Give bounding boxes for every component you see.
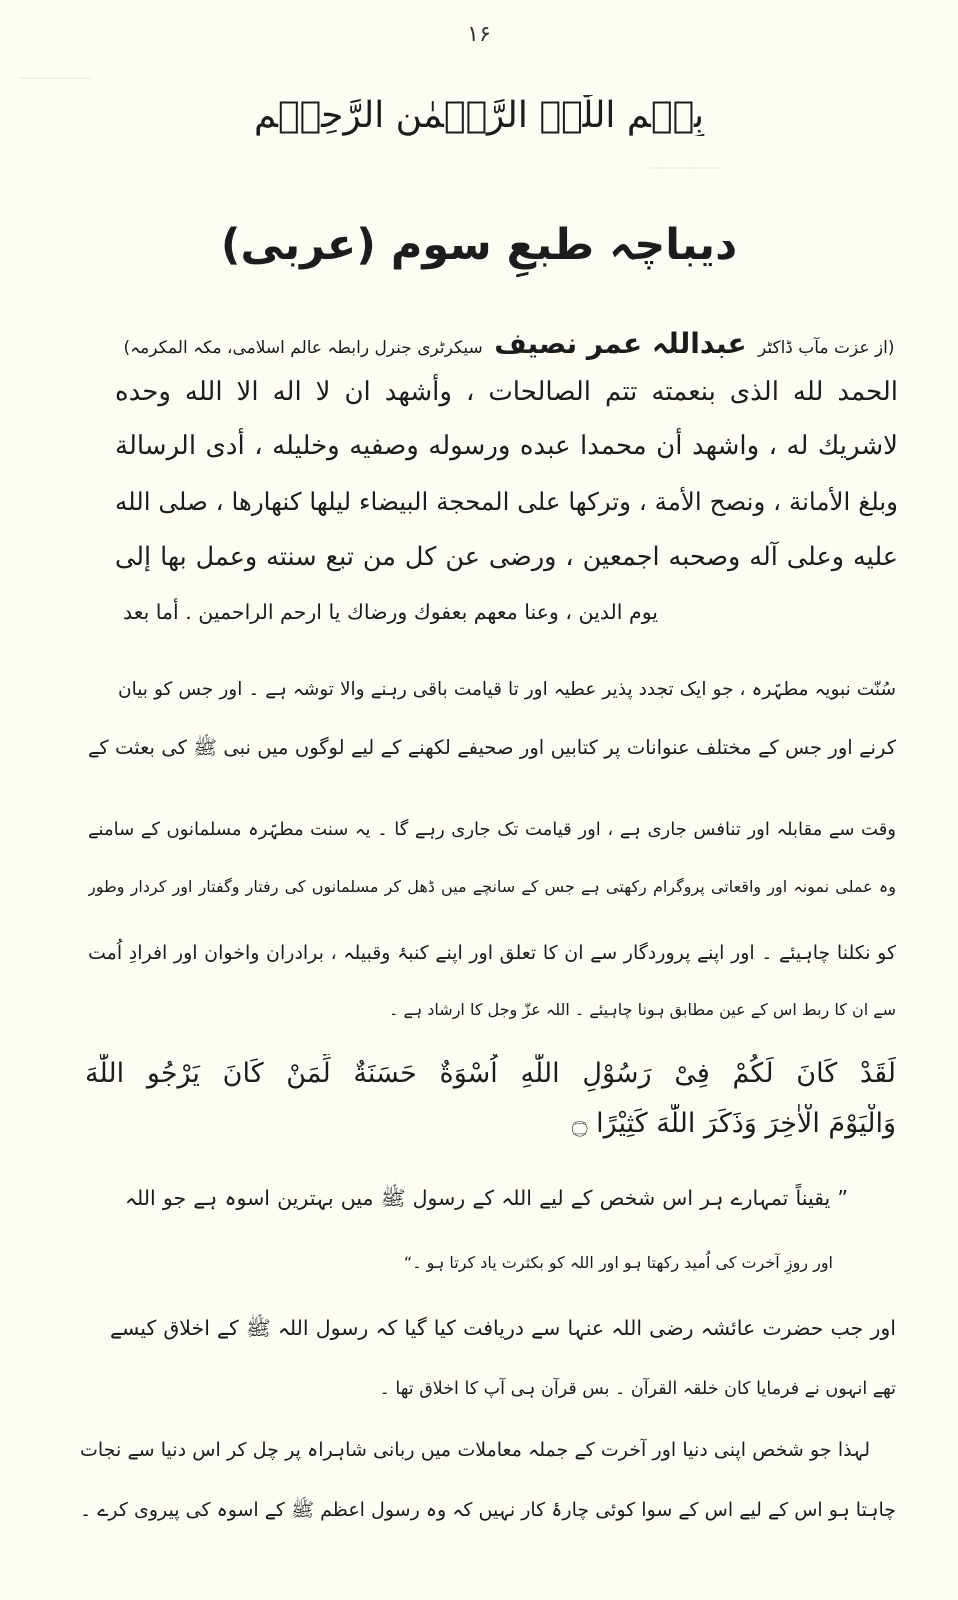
urdu-line: سے ان کا ربط اس کے عین مطابق ہونا چاہیئے ۔ اللہ عزّ وجل کا ارشاد ہے ۔ — [389, 1000, 896, 1019]
arabic-line: وبلغ الأمانة ، ونصح الأمة ، وتركها على المحجة البيضاء ليلها كنهارها ، صلى الله — [115, 487, 898, 516]
arabic-line: الحمد لله الذى بنعمته تتم الصالحات ، وأشهد ان لا اله الا الله وحده — [115, 377, 898, 407]
bleed-through-text: ـــــــــــ — [650, 150, 721, 175]
author-byline — [120, 327, 898, 360]
urdu-line: اور جب حضرت عائشہ رضی اللہ عنہا سے دریافت کیا گیا کہ رسول اللہ ﷺ کے اخلاق کیسے — [110, 1316, 896, 1340]
quran-verse-line: وَالْيَوْمَ الْاٰخِرَ وَذَكَرَ اللّٰهَ كَثِيْرًا ۝ — [571, 1108, 896, 1139]
urdu-line: کو نکلنا چاہیئے ۔ اور اپنے پروردگار سے ان کا تعلق اور اپنے کنبۂ وقبیلہ ، برادران واخوان اور افرادِ اُمت — [88, 942, 896, 964]
arabic-line: لاشريك له ، واشهد أن محمدا عبده ورسوله وصفيه وخليله ، أدى الرسالة — [115, 431, 898, 461]
urdu-line: کرنے اور جس کے مختلف عنوانات پر کتابیں اور صحیفے لکھنے کے لیے لوگوں میں نبی ﷺ کی بعثت کے — [88, 736, 896, 759]
translation-line: اور روزِ آخرت کی اُمید رکھتا ہو اور اللہ کو بکثرت یاد کرتا ہو ۔“ — [403, 1253, 833, 1272]
byline-prefix: (از عزت مآب ڈاکٹر — [757, 338, 895, 358]
arabic-line: يوم الدين ، وعنا معهم بعفوك ورضاك يا ارحم الراحمين . أما بعد — [122, 600, 658, 624]
arabic-line: عليه وعلى آله وصحبه اجمعين ، ورضى عن كل من تبع سنته وعمل بها إلى — [115, 542, 898, 572]
urdu-line: تھے انہوں نے فرمایا کان خلقہ القرآن ۔ بس قرآن ہی آپ کا اخلاق تھا ۔ — [379, 1379, 896, 1399]
bleed-through-text: ـــــــــــ — [20, 60, 91, 85]
page-number: ۱۶ — [467, 22, 491, 47]
author-name: عبداللہ عمر نصیف — [494, 327, 747, 360]
urdu-line: چاہتا ہو اس کے لیے اس کے سوا کوئی چارۂ کار نہیں کہ وہ رسول اعظم ﷺ کے اسوہ کی پیروی کرے ۔ — [80, 1499, 896, 1521]
translation-line: ” یقیناً تمہارے ہر اس شخص کے لیے اللہ کے رسول ﷺ میں بہترین اسوہ ہے جو اللہ — [125, 1186, 848, 1210]
bismillah-heading: بِسۡمِ اللّٰہِ الرَّحۡمٰنِ الرَّحِیۡمِ — [253, 95, 705, 136]
quran-verse-line: لَقَدْ كَانَ لَكُمْ فِىْ رَسُوْلِ اللّٰهِ اُسْوَةٌ حَسَنَةٌ لِّمَنْ كَانَ يَرْجُو اللّٰهَ — [85, 1058, 896, 1089]
urdu-line: وقت سے مقابلہ اور تنافس جاری ہے ، اور قیامت تک جاری رہے گا ۔ یہ سنت مطہّرہ مسلمانوں کے سامنے — [88, 819, 896, 840]
urdu-line: لہذا جو شخص اپنی دنیا اور آخرت کے جملہ معاملات میں ربانی شاہراہ پر چل کر اس دنیا سے نجات — [80, 1439, 870, 1461]
page-title: دیباچہ طبعِ سوم (عربی) — [220, 220, 738, 270]
urdu-line: وہ عملی نمونہ اور واقعاتی پروگرام رکھتی ہے جس کے سانچے میں ڈھل کر مسلمانوں کی رفتار وگفتار اور کردار وطور — [88, 877, 896, 896]
urdu-line: سُنّت نبویہ مطہّرہ ، جو ایک تجدد پذیر عطیہ اور تا قیامت باقی رہنے والا توشہ ہے ۔ اور جس کو بیان — [118, 679, 896, 700]
byline-suffix: سیکرٹری جنرل رابطہ عالم اسلامی، مکہ المکرمہ) — [123, 338, 483, 358]
